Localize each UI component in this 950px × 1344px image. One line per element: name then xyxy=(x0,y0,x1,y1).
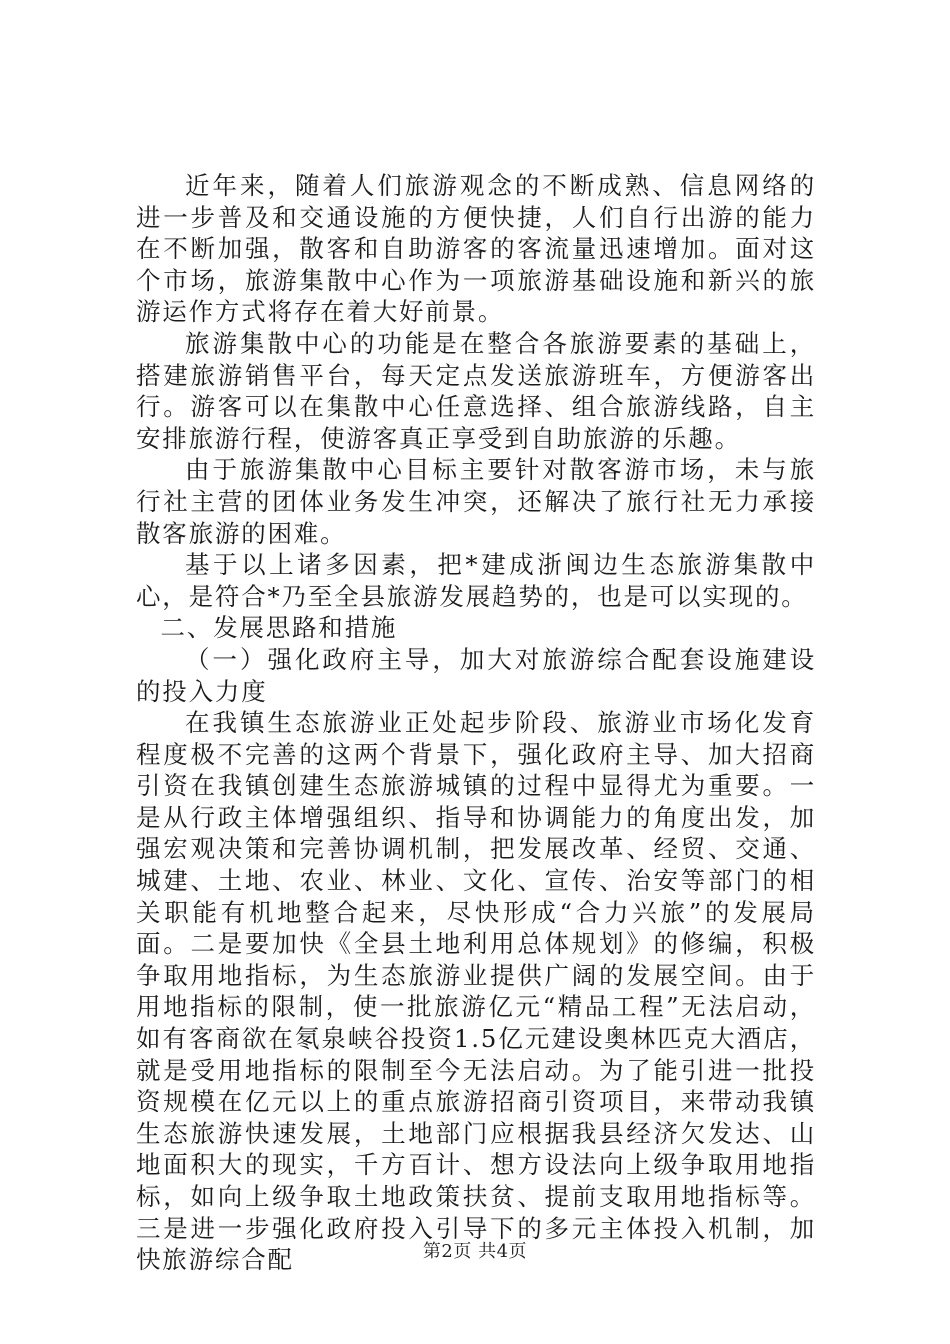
paragraph-body: 在我镇生态旅游业正处起步阶段、旅游业市场化发育程度极不完善的这两个背景下，强化政府主导、加大招商引资在我镇创建生态旅游城镇的过程中显得尤为重要。一是从行政主体增强组织、指导和协调能力的角度出发，加强宏观决策和完善协调机制，把发展改革、经贸、交通、城建、土地、农业、林业、文化、宣传、治安等部门的相关职能有机地整合起来，尽快形成“合力兴旅”的发展局面。二是要加快《全县土地利用总体规划》的修编，积极争取用地指标，为生态旅游业提供广阔的发展空间。由于用地指标的限制，使一批旅游亿元“精品工程”无法启动，如有客商欲在氡泉峡谷投资1.5亿元建设奥林匹克大酒店，就是受用地指标的限制至今无法启动。为了能引进一批投资规模在亿元以上的重点旅游招商引资项目，来带动我镇生态旅游快速发展，土地部门应根据我县经济欠发达、山地面积大的现实，千方百计、想方设法向上级争取用地指标，如向上级争取土地政策扶贫、提前支取用地指标等。三是进一步强化政府投入引导下的多元主体投入机制，加快旅游综合配 xyxy=(136,708,816,1275)
paragraph-conclusion: 基于以上诸多因素，把*建成浙闽边生态旅游集散中心，是符合*乃至全县旅游发展趋势的，也是可以实现的。 xyxy=(136,550,816,611)
subsection-heading: （一）强化政府主导，加大对旅游综合配套设施建设的投入力度 xyxy=(136,644,816,706)
section-heading: 二、发展思路和措施 xyxy=(160,613,398,643)
page-footer xyxy=(0,1240,950,1264)
paragraph-intro: 近年来，随着人们旅游观念的不断成熟、信息网络的进一步普及和交通设施的方便快捷，人们自行出游的能力在不断加强，散客和自助游客的客流量迅速增加。面对这个市场，旅游集散中心作为一项旅游基础设施和新兴的旅游运作方式将存在着大好前景。 xyxy=(136,171,816,327)
document-body xyxy=(136,170,816,1276)
page-number-label: 第2页 共4页 xyxy=(422,1241,528,1262)
paragraph-target: 由于旅游集散中心目标主要针对散客游市场，未与旅行社主营的团体业务发生冲突，还解决了旅行社无力承接散客旅游的困难。 xyxy=(136,455,816,548)
paragraph-function: 旅游集散中心的功能是在整合各旅游要素的基础上，搭建旅游销售平台，每天定点发送旅游班车，方便游客出行。游客可以在集散中心任意选择、组合旅游线路，自主安排旅游行程，使游客真正享受到自助旅游的乐趣。 xyxy=(136,328,816,453)
